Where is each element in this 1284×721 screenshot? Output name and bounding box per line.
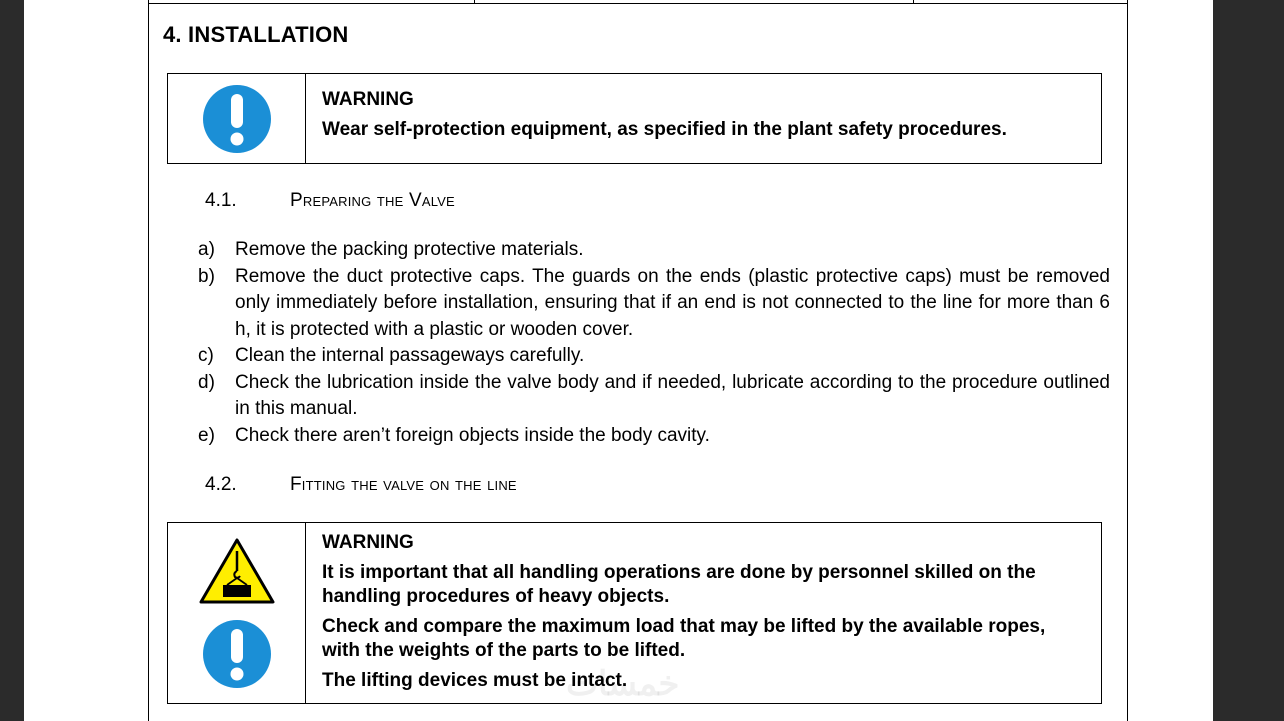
- header-column-divider: [474, 0, 475, 3]
- list-item-text: Check there aren’t foreign objects inside the body cavity.: [235, 424, 710, 446]
- list-item: [198, 370, 1110, 423]
- list-item-letter: c): [198, 345, 214, 366]
- subsection-title: Fitting the valve on the line: [290, 474, 517, 495]
- list-item: [198, 423, 1110, 450]
- warning-box-ppe: [167, 73, 1102, 164]
- list-item-letter: e): [198, 424, 215, 446]
- list-item-letter: b): [198, 265, 215, 287]
- right-margin-dark: [1213, 0, 1284, 721]
- list-item-text: Remove the packing protective materials.: [235, 239, 584, 260]
- list-item: [198, 237, 1110, 264]
- list-item: [198, 343, 1110, 370]
- list-item-letter: a): [198, 239, 215, 260]
- warning-text: Wear self-protection equipment, as specified in the plant safety procedures.: [322, 119, 1007, 140]
- left-margin-dark: [0, 0, 24, 721]
- warning-icon-cell: [168, 523, 306, 703]
- watermark-logo: خمسات: [566, 665, 680, 703]
- warning-icon-cell: [168, 74, 306, 163]
- list-item-text: Remove the duct protective caps. The guards on the ends (plastic protective caps) must be removed only immediately before installation, ensuring that if an end is not connected to the line for more than 6 h, it is protected with a plastic or wooden cover.: [235, 265, 1110, 340]
- warning-text-cell: [306, 523, 1101, 703]
- mandatory-info-icon: [202, 84, 272, 154]
- warning-paragraph: The lifting devices must be intact.: [322, 670, 628, 691]
- mandatory-info-icon: [202, 619, 272, 689]
- list-item-text: Clean the internal passageways carefully.: [235, 345, 585, 366]
- warning-paragraph: Check and compare the maximum load that may be lifted by the available ropes, with the weights of the parts to be lifted.: [322, 616, 1046, 661]
- warning-title: WARNING: [322, 532, 414, 553]
- header-column-divider: [913, 0, 914, 3]
- preparation-steps-list: [198, 237, 1110, 449]
- warning-title: WARNING: [322, 89, 414, 110]
- list-item-letter: d): [198, 371, 215, 393]
- subsection-number: 4.1.: [205, 190, 237, 211]
- suspended-load-hazard-icon: [198, 537, 276, 605]
- subsection-number: 4.2.: [205, 474, 237, 495]
- warning-paragraph: It is important that all handling operations are done by personnel skilled on the handling procedures of heavy objects.: [322, 562, 1036, 607]
- header-table-bottom-rule: [148, 3, 1128, 4]
- subsection-heading-preparing: [205, 190, 455, 212]
- warning-text-cell: [306, 74, 1101, 163]
- section-title: 4. INSTALLATION: [163, 22, 349, 47]
- subsection-heading-fitting: [205, 474, 517, 496]
- list-item-text: Check the lubrication inside the valve body and if needed, lubricate according to the procedure outlined in this manual.: [235, 371, 1110, 419]
- list-item: [198, 264, 1110, 344]
- subsection-title: Preparing the Valve: [290, 190, 455, 211]
